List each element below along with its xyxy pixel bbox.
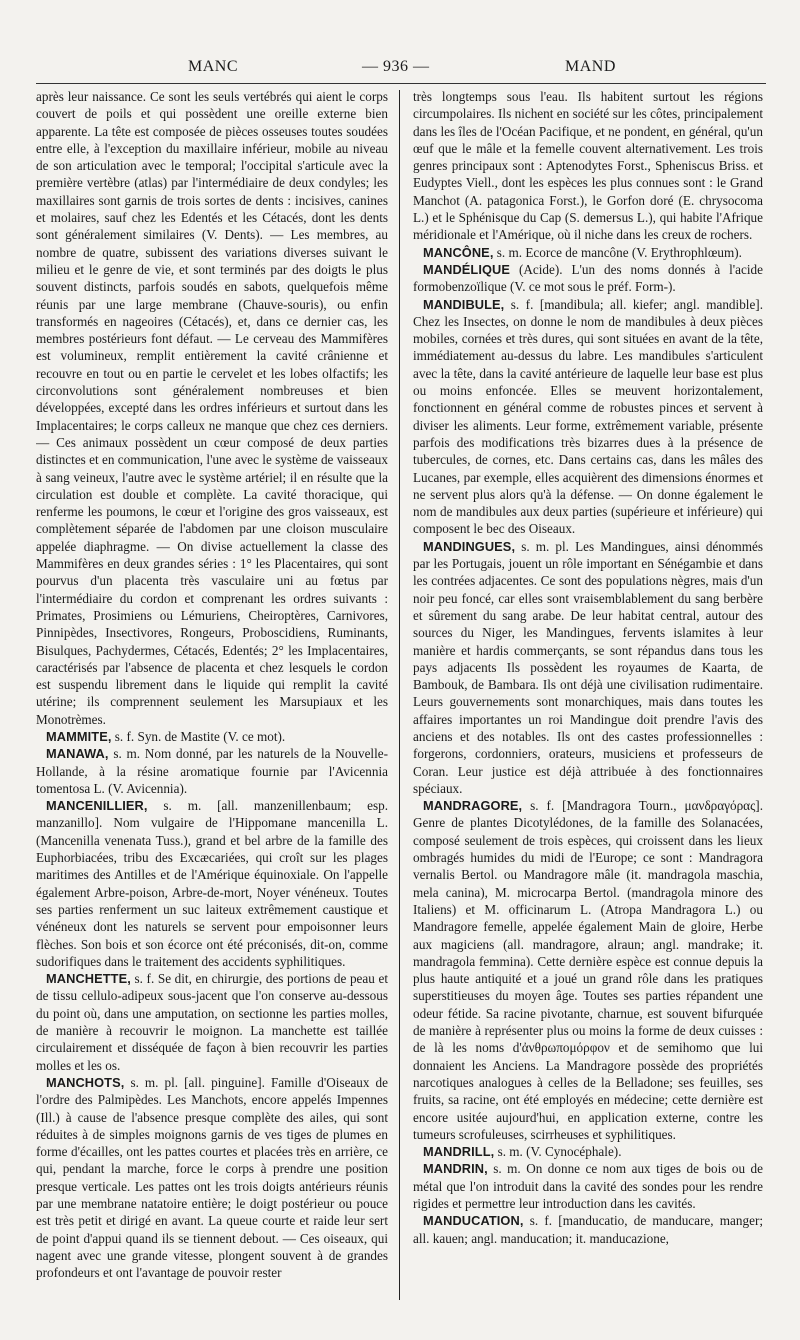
entry-manawa xyxy=(36,745,388,797)
entry-headword: MANCENILLIER, xyxy=(46,798,148,814)
entry-headword: MANDIBULE, xyxy=(423,296,505,312)
entry-text: s. m. Ecorce de mancône (V. Erythrophlœum). xyxy=(493,244,742,260)
entry-text: s. f. [mandibula; all. kiefer; angl. mandible]. Chez les Insectes, on donne le nom de mandibules à deux pièces mobiles, cornées et très dures, qui sont situées en avant de la tête, immédiatement au-dessus du labre. Les mandibules s'articulent avec la tête, dans la cavité antérieure de laquelle leur base est plus ou moins enfoncée. Elles se meuvent horizontalement, fonctionnent en général comme de robustes pinces et servent à diviser les aliments. Leur forme, extrêmement variable, présente parfois des modifications très bizarres dues à la présence de tubercules, de cornes, etc. Dans certains cas, dans les mâles des Lucanes, par exemple, elles acquièrent des dimensions énormes et ne servent plus alors qu'à la défense. — On donne également le nom de mandibules aux deux parties (supérieure et inférieure) qui composent le bec des Oiseaux. xyxy=(413,296,763,537)
entry-text: s. f. [manducatio, de manducare, manger; all. kauen; angl. manducation; it. manducazione, xyxy=(413,1213,763,1246)
entry-mandrin xyxy=(413,1160,763,1212)
entry-text: s. m. pl. Les Mandingues, ainsi dénommés par les Portugais, jouent un rôle important en Sénégambie et dans les contrées adjacentes. Ce sont des populations nègres, mais d'un noir peu foncé, car elles sont vraisemblablement du sang berbère et sûrement du sang arabe. De leur habitat central, autour des sources du Niger, les Mandingues, fervents islamites à leur manière et hardis commerçants, se sont répandus dans tous les pays adjacents Ils possèdent les royaumes de Kaarta, de Bambouk, de Bambara. Ils ont déjà une civilisation rudimentaire. Leurs gouvernements sont monarchiques, mais dans toutes les affaires importantes un roi Mandingue doit prendre l'avis des anciens et des notables. Ils ont des castes professionnelles : forgerons, cordonniers, orateurs, musiciens et professeurs de Coran. Leur justice est déjà attribuée à des fonctionnaires spéciaux. xyxy=(413,538,763,796)
entry-headword: MANCHETTE, xyxy=(46,971,131,987)
entry-headword: MANDUCATION, xyxy=(423,1213,524,1229)
entry-mandrill xyxy=(413,1143,763,1160)
entry-text: s. f. [Mandragora Tourn., μανδραγόρας]. Genre de plantes Dicotylédones, de la famille des Solanacées, composé seulement de trois espèces, qui croissent dans les lieux ombragés humides du midi de l'Europe; ce sont : Mandragora vernalis Bertol. ou Mandragore mâle (it. mandragola maschia, mela canina), M. microcarpa Bertol. (mandragola minore des Italiens) et M. officinarum L. (Atropa Mandragora L.) ou Mandragore femelle, appelée également Main de gloire, Herbe aux magiciens (all. mandragore, alraun; angl. mandrake; it. mandragola femmina). Cette dernière espèce est connue depuis la plus haute antiquité et a joué un grand rôle dans les pratiques superstitieuses du moyen âge. Toutes ses parties répandent une odeur fétide. Sa racine pivotante, charnue, est souvent bifurquée de manière à représenter plus ou moins la forme de deux cuisses : de là les noms d'ἀνθρωπομόρφον et de semihomo que lui donnaient les Anciens. La Mandragore possède des propriétés narcotiques analogues à celles de la Belladone; ses feuilles, ses fruits, sa racine, ont été employés en médecine; cette dernière est encore usitée aujourd'hui, en application externe, contre les tumeurs scrofuleuses, scirrheuses et syphilitiques. xyxy=(413,798,763,1142)
entry-mancenillier xyxy=(36,797,388,970)
entry-headword: MANCHOTS, xyxy=(46,1074,125,1090)
entry-headword: MANAWA, xyxy=(46,746,109,762)
column-divider xyxy=(399,90,400,1300)
left-column xyxy=(36,88,388,1281)
entry-text: s. f. Se dit, en chirurgie, des portions de peau et de tissu cellulo-adipeux sous-jacent que l'on conserve au-dessous du point où, dans une amputation, on sectionne les parties molles, de manière à recouvrir le moignon. La manchette est taillée circulairement et disséquée de façon à bien recouvrir les parties molles et les os. xyxy=(36,971,388,1073)
entry-text: s. m. On donne ce nom aux tiges de bois ou de métal que l'on introduit dans la cavité des sondes pour les rendre rigides et permettre leur introduction dans les cavités. xyxy=(413,1161,763,1211)
entry-headword: MANDRILL, xyxy=(423,1144,495,1160)
entry-headword: MANDÉLIQUE xyxy=(423,261,511,277)
entry-mandelique xyxy=(413,261,763,296)
entry-text: (Acide). L'un des noms donnés à l'acide formobenzoïlique (V. ce mot sous le préf. Form-). xyxy=(413,261,763,295)
entry-headword: MANDINGUES, xyxy=(423,538,516,554)
entry-mancone xyxy=(413,244,763,261)
header-left-guide-word: MANC xyxy=(188,58,239,75)
entry-headword: MANDRAGORE, xyxy=(423,798,523,814)
entry-headword: MANDRIN, xyxy=(423,1161,488,1177)
entry-mammite xyxy=(36,728,388,745)
entry-headword: MAMMITE, xyxy=(46,728,112,744)
entry-text: après leur naissance. Ce sont les seuls vertébrés qui aient le corps couvert de poils et qui possèdent une oreille externe bien apparente. La tête est composée de pièces osseuses toutes soudées entre elle, à l'exception du maxillaire inférieur, mobile au niveau de son articulation avec le temporal; l'occipital s'articule avec la première vertèbre (atlas) par l'intermédiaire de deux condyles; les maxillaires sont garnis de trois sortes de dents : incisives, canines et molaires, sauf chez les Edentés et les Cétacés, dont les dents sont généralement similaires (V. Dents). — Les membres, au nombre de quatre, subissent des variations diverses suivant le milieu et le genre de vie, et sont terminés par des doigts le plus souvent distincts, parfois soudés en sabots, quelquefois même réunis par une large membrane (Chauve-souris), ou enfin transformés en nageoires (Cétacés), et, dans ce dernier cas, les membres postérieurs font défaut. — Le cerveau des Mammifères est volumineux, remplit entièrement la cavité crânienne et recouvre en tout ou en partie le cervelet et les lobes olfactifs; les circonvolutions sont généralement nombreuses et bien développées, excepté dans les ordres inférieurs et surtout dans les Implacentaires; le corps calleux ne manque que chez ces derniers. — Ces animaux possèdent un cœur composé de deux parties distinctes et en communication, l'une avec le système de vaisseaux à sang veineux, l'autre avec le système artériel; il en résulte que la circulation est double et complète. La cavité thoracique, qui renferme les poumons, le cœur et l'origine des gros vaisseaux, est complètement séparée de l'abdomen par une cloison musculaire appelée diaphragme. — On divise actuellement la classe des Mammifères en deux grandes séries : 1° les Placentaires, qui sont pourvus d'un placenta très vasculaire uni au fœtus par l'intermédiaire du cordon et comprenant les ordres suivants : Primates, Prosimiens ou Lémuriens, Cheiroptères, Carnivores, Pinnipèdes, Insectivores, Rongeurs, Proboscidiens, Ruminants, Bisulques, Pachydermes, Cétacés, Edentés; 2° les Implacentaires, caractérisés par l'absence de placenta et chez lesquels le cordon est suspendu librement dans le liquide qui remplit la cavité utérine; ils comprennent seulement les Marsupiaux et les Monotrèmes. xyxy=(36,89,388,727)
entry-text: s. m. Nom donné, par les naturels de la Nouvelle-Hollande, à la résine aromatique fournie par l'Avicennia tomentosa L. (V. Avicennia). xyxy=(36,746,388,796)
entry-manchette xyxy=(36,970,388,1074)
entry-manchots xyxy=(36,1074,388,1282)
entry-mandibule xyxy=(413,296,763,538)
entry-headword: MANCÔNE, xyxy=(423,244,494,260)
entry-text: s. m. pl. [all. pinguine]. Famille d'Oiseaux de l'ordre des Palmipèdes. Les Manchots, encore appelés Impennes (Ill.) à cause de l'absence presque complète des ailes, qui sont réduites à de simples moignons garnis de ves tiges de plumes en forme d'écailles, ont les pattes courtes et placées très en arrière, ce qui, pendant la marche, force le corps à prendre une position presque verticale. Les pattes ont les trois doigts antérieurs réunis par une membrane natatoire entière; le doigt postérieur ou pouce est très petit et dirigé en avant. La queue courte et raide leur sert de point d'appui quand ils se tiennent debout. — Ces oiseaux, qui nagent avec une grande vitesse, plongent souvent à de grandes profondeurs et ont l'avantage de pouvoir rester xyxy=(36,1074,388,1281)
entry-mammiferes-continued xyxy=(36,88,388,728)
header-rule xyxy=(36,83,766,84)
entry-manchots-continued xyxy=(413,88,763,244)
page-number: — 936 — xyxy=(362,58,430,75)
entry-mandingues xyxy=(413,538,763,797)
entry-mandragore xyxy=(413,797,763,1143)
running-header xyxy=(0,58,800,82)
right-column xyxy=(413,88,763,1247)
entry-text: s. m. [all. manzenillenbaum; esp. manzanillo]. Nom vulgaire de l'Hippomane mancenilla L. (Mancenilla venenata Tuss.), grand et bel arbre de la famille des Euphorbiacées, tribu des Excæcariées, qui croît sur les plages maritimes des Antilles et de l'Amérique équinoxiale. On l'appelle également Arbre-poison, Arbre-de-mort, Noyer vénéneux. Toutes ses parties renferment un suc laiteux extrêmement caustique et vénéneux dont les naturels se servent pour empoisonner leurs flèches. Son bois et son écorce ont été préconisés, dit-on, comme sudorifiques dans le traitement des accidents syphilitiques. xyxy=(36,798,388,969)
entry-text: s. m. (V. Cynocéphale). xyxy=(494,1144,622,1160)
header-right-guide-word: MAND xyxy=(565,58,616,75)
entry-manducation xyxy=(413,1212,763,1247)
entry-text: s. f. Syn. de Mastite (V. ce mot). xyxy=(111,728,286,744)
entry-text: très longtemps sous l'eau. Ils habitent surtout les régions circumpolaires. Ils nichent en société sur les côtes, principalement dans les îles de l'Océan Pacifique, et ne pondent, en général, qu'un œuf que le mâle et la femelle couvent alternativement. Les trois genres principaux sont : Aptenodytes Forst., Spheniscus Briss. et Eudyptes Viell., dont les espèces les plus connues sont : le Grand Manchot (A. patagonica Forst.), le Gorfon doré (E. chrysocoma L.) et le Sphénisque du Cap (S. demersus L.), qui habite l'Afrique méridionale et l'Amérique, où il niche dans les creux de rochers. xyxy=(413,89,763,243)
